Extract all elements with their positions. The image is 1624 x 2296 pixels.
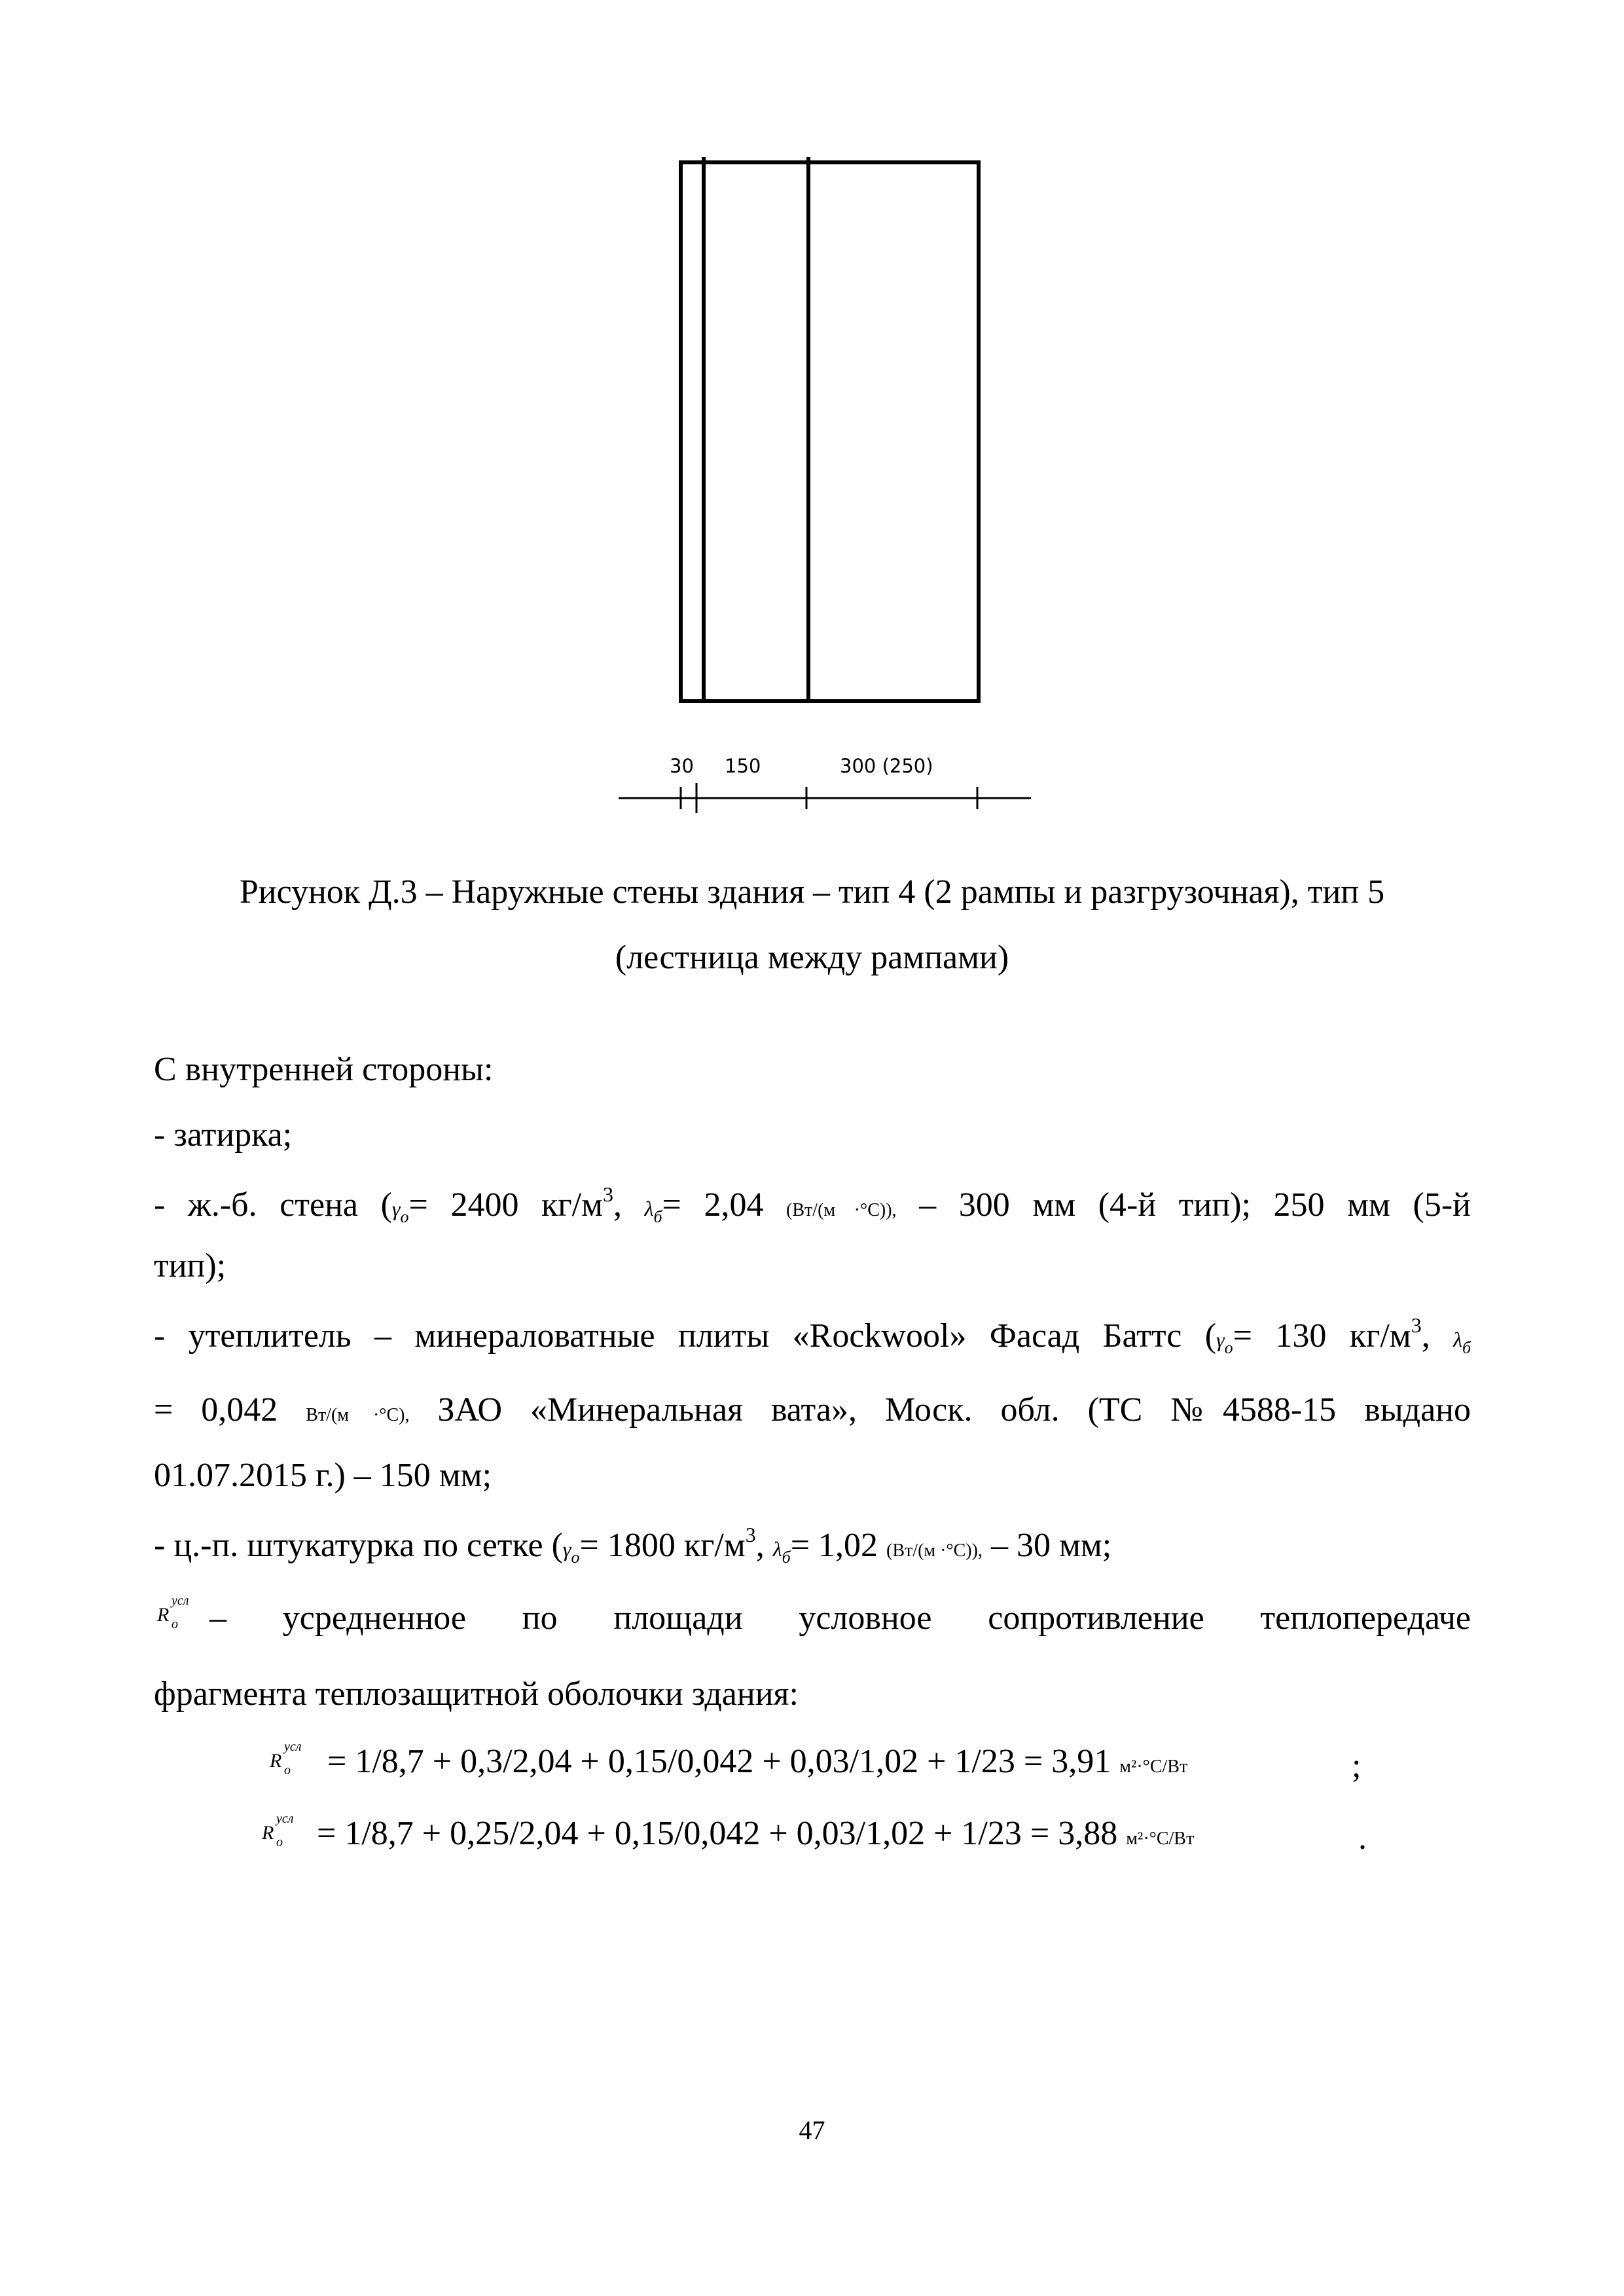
formula1-end: ; (1352, 1747, 1362, 1785)
dim-label-insulation: 150 (725, 755, 761, 777)
figure-caption-line2: (лестница между рампами) (615, 939, 1009, 976)
layer-insulation-line2: = 0,042 Вт/(м ·°С), ЗАО «Минеральная вата», Моск. обл. (ТС №4588-15 выдано (154, 1391, 1471, 1429)
dim-label-plaster: 30 (670, 755, 694, 777)
page-number: 47 (799, 2115, 825, 2145)
formula1: = 1/8,7 + 0,3/2,04 + 0,15/0,042 + 0,03/1,02 + 1/23 = 3,91 м²·°С/Вт (327, 1743, 1188, 1780)
layer-insulation-line1: - утеплитель – минераловатные плиты «Rockwool» Фасад Баттс ($\gamma_о= 130$ $кг/м^3$, $\lambda_б$ (154, 1313, 1471, 1357)
formula2-end: . (1358, 1819, 1367, 1857)
definition-line1: – усредненное по площади условное сопротивление теплопередаче (209, 1599, 1471, 1637)
formula1-r-symbol: R усл о (270, 1740, 302, 1777)
definition-line2: фрагмента теплозащитной оболочки здания: (154, 1675, 799, 1713)
r-symbol-definition: R усл о (157, 1594, 189, 1631)
intro-line: С внутренней стороны: (154, 1051, 494, 1088)
formula2-r-symbol: R усл о (262, 1812, 294, 1850)
figure-caption-line1: Рисунок Д.3 – Наружные стены здания – тип 4 (2 рампы и разгрузочная), тип 5 (239, 873, 1385, 911)
layer-concrete-line2: тип); (154, 1247, 226, 1285)
wall-section-drawing (0, 0, 1624, 851)
layer-finishing: - затирка; (154, 1116, 293, 1154)
wall-outline (681, 162, 979, 701)
dim-label-concrete: 300 (250) (840, 755, 933, 777)
layer-plaster: - ц.-п. штукатурка по сетке ($\gamma_о= 1800$ $кг/м^3$, $\lambda_б= 1,02$ (Вт/(м ·°С)), – 30 мм; (154, 1523, 1112, 1567)
formula2: = 1/8,7 + 0,25/2,04 + 0,15/0,042 + 0,03/1,02 + 1/23 = 3,88 м²·°С/Вт (317, 1815, 1195, 1852)
layer-insulation-line3: 01.07.2015 г.) – 150 мм; (154, 1457, 492, 1494)
layer-concrete-line1: - ж.-б. стена ($\gamma_о= 2400$ $кг/м^3$, $\lambda_б= 2,04$ (Вт/(м ·°С)), – 300 мм (4-й тип); 250 мм (5-й (154, 1182, 1471, 1226)
